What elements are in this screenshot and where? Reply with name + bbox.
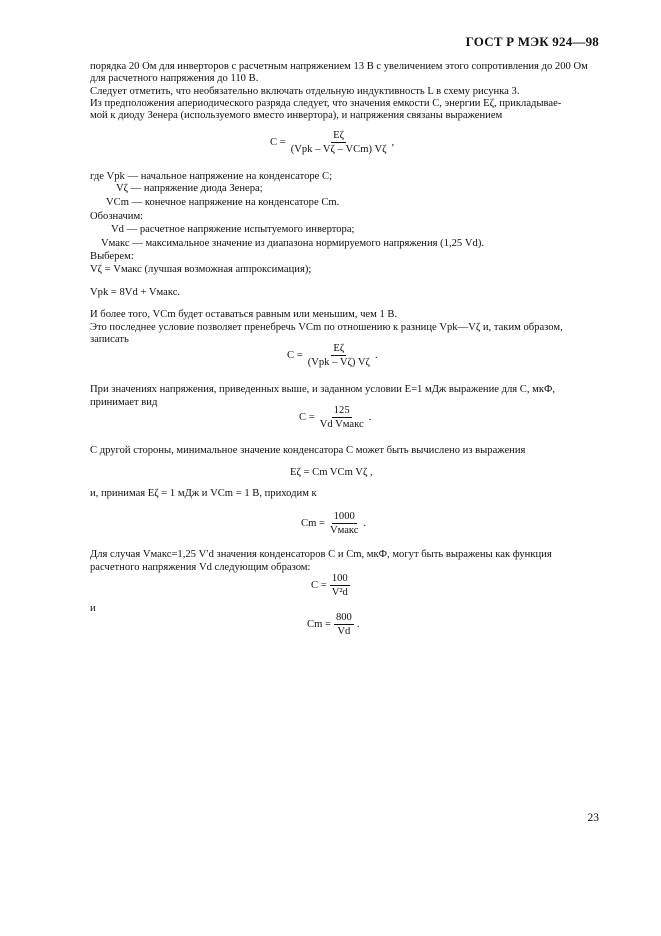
equation-5-tail: . bbox=[363, 518, 367, 529]
paragraph-7: С другой стороны, минимальное значение конденсатора C может быть вычислено из выражения bbox=[90, 445, 526, 456]
equation-1 bbox=[270, 130, 394, 155]
equation-1-numerator: Eζ bbox=[333, 130, 345, 141]
paragraph-6-line-2: принимает вид bbox=[90, 397, 158, 408]
equation-2 bbox=[287, 343, 378, 368]
equation-7 bbox=[307, 612, 359, 637]
paragraph-3-line-1: Из предположения апериодического разряда следует, что значения емкости C, энергии Eζ, прикладывае- bbox=[90, 98, 562, 109]
denote-item-2: Vмакс — максимальное значение из диапазона нормируемого напряжения (1,25 Vd). bbox=[101, 238, 484, 249]
equation-1-denominator: (Vpk – Vζ – VCm) Vζ bbox=[290, 144, 387, 155]
where-item-1: где Vpk — начальное напряжение на конденсаторе C; bbox=[90, 171, 333, 182]
equation-6-lhs: C = bbox=[311, 580, 327, 591]
denote-item-1: Vd — расчетное напряжение испытуемого инвертора; bbox=[111, 224, 355, 235]
equation-2-lhs: C = bbox=[287, 350, 303, 361]
paragraph-5-line-2: записать bbox=[90, 334, 129, 345]
paragraph-1-line-2: для расчетного напряжения до 110 В. bbox=[90, 73, 259, 84]
equation-5-numerator: 1000 bbox=[333, 511, 355, 522]
equation-5-lhs: Cm = bbox=[301, 518, 325, 529]
equation-6-numerator: 100 bbox=[331, 573, 348, 584]
document-header: ГОСТ Р МЭК 924—98 bbox=[465, 34, 599, 49]
equation-7-tail: . bbox=[356, 619, 360, 630]
paragraph-8: и, принимая Eζ = 1 мДж и VCm = 1 В, приходим к bbox=[90, 488, 317, 499]
equation-3 bbox=[299, 405, 371, 430]
equation-2-numerator: Eζ bbox=[333, 343, 345, 354]
equation-1-tail: , bbox=[391, 137, 395, 148]
equation-7-numerator: 800 bbox=[335, 612, 352, 623]
equation-5-denominator: Vмакс bbox=[329, 525, 359, 536]
equation-2-tail: . bbox=[374, 350, 378, 361]
choose-item-2: Vpk = 8Vd + Vмакс. bbox=[90, 287, 181, 298]
equation-5 bbox=[301, 511, 366, 536]
conjunction-and: и bbox=[90, 603, 96, 614]
equation-3-lhs: C = bbox=[299, 412, 315, 423]
paragraph-1-line-1: порядка 20 Ом для инверторов с расчетным напряжением 13 В с увеличением этого сопротивления до 200 Ом bbox=[90, 61, 588, 72]
where-item-3: VCm — конечное напряжение на конденсаторе Cm. bbox=[106, 197, 340, 208]
paragraph-2: Следует отметить, что необязательно включать отдельную индуктивность L в схему рисунка 3. bbox=[90, 86, 520, 97]
equation-3-numerator: 125 bbox=[333, 405, 350, 416]
equation-7-lhs: Cm = bbox=[307, 619, 331, 630]
paragraph-6-line-1: При значениях напряжения, приведенных выше, и заданном условии E=1 мДж выражение для C, мкФ, bbox=[90, 384, 556, 395]
page-number: 23 bbox=[587, 812, 599, 824]
paragraph-3-line-2: мой к диоду Зенера (используемого вместо инвертора), и напряжения связаны выражением bbox=[90, 110, 503, 121]
equation-3-tail: . bbox=[368, 412, 372, 423]
paragraph-5-line-1: Это последнее условие позволяет пренебречь VCm по отношению к разнице Vpk—Vζ и, таким образом, bbox=[90, 322, 563, 333]
equation-3-denominator: Vd Vмакс bbox=[319, 419, 364, 430]
equation-2-denominator: (Vpk – Vζ) Vζ bbox=[307, 357, 370, 368]
equation-6-denominator: V²d bbox=[331, 587, 348, 598]
choose-item-1: Vζ = Vмакс (лучшая возможная аппроксимация); bbox=[90, 264, 312, 275]
choose-title: Выберем: bbox=[90, 251, 134, 262]
paragraph-4: И более того, VCm будет оставаться равным или меньшим, чем 1 В. bbox=[90, 309, 398, 320]
paragraph-9-line-1: Для случая Vмакс=1,25 V′d значения конденсаторов C и Cm, мкФ, могут быть выражены как функция bbox=[90, 549, 552, 560]
equation-1-lhs: C = bbox=[270, 137, 286, 148]
equation-4: Eζ = Cm VCm Vζ , bbox=[290, 467, 373, 478]
paragraph-9-line-2: расчетного напряжения Vd следующим образом: bbox=[90, 562, 311, 573]
denote-title: Обозначим: bbox=[90, 211, 144, 222]
where-item-2: Vζ — напряжение диода Зенера; bbox=[116, 183, 263, 194]
equation-6 bbox=[311, 573, 353, 598]
equation-7-denominator: Vd bbox=[337, 626, 351, 637]
